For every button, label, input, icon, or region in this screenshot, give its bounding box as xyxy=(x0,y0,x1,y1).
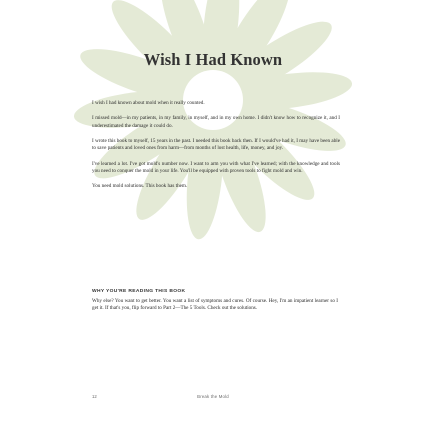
paragraph-3: I wrote this book to myself, 15 years in the past. I needed this book back then. If I would've had it, I may have been able to save patients and loved ones from harm—from months of lost health, life, money, and joy. xyxy=(92,138,340,152)
paragraph-2: I missed mold—in my patients, in my family, in myself, and in my own home. I didn't know how to recognize it, and I underestimated the damage it could do. xyxy=(92,115,340,129)
body-text xyxy=(92,100,340,201)
running-title: Break the Mold xyxy=(197,394,229,399)
sidebar-heading: WHY YOU'RE READING THIS BOOK xyxy=(92,289,186,294)
page-number: 12 xyxy=(92,394,97,399)
paragraph-4: I've learned a lot. I've got mold's number now. I want to arm you with what I've learned; with the knowledge and tools you need to conquer the mold in your life. You'll be equipped with proven tools to fight mold and win. xyxy=(92,160,340,174)
paragraph-1: I wish I had known about mold when it really counted. xyxy=(92,100,205,106)
page-title: Wish I Had Known xyxy=(143,50,283,69)
paragraph-5: You need mold solutions. This book has them. xyxy=(92,183,188,190)
sidebar-text: Why else? You want to get better. You want a list of symptoms and cures. Of course. Hey, I'm an impatient learner so I get it. If that's you, flip forward to Part 2—The 5 Tools. Check out the solutions. xyxy=(92,298,338,312)
